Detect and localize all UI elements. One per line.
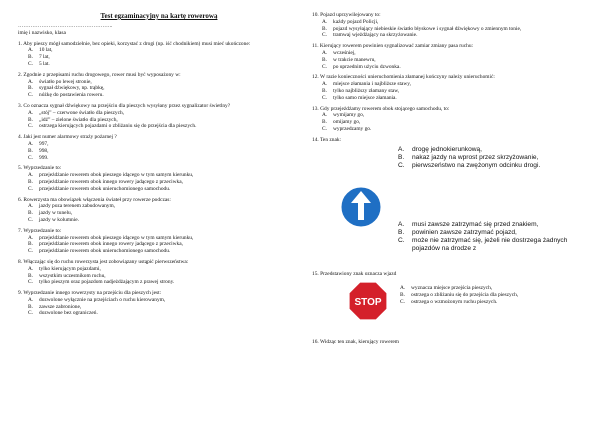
document-title: Test egzaminacyjny na kartę rowerową <box>100 12 218 20</box>
option: C. ostrzega o wzmożonym ruchu pieszych. <box>400 298 498 305</box>
option: A. wyznacza miejsce przejścia pieszych, <box>400 285 493 292</box>
question-8 <box>18 259 300 286</box>
option: A. miejsce złamania i najbliższe stawy, <box>322 81 411 88</box>
option: A. musi zawsze zatrzymać się przed znakiem, <box>398 220 539 228</box>
question-4 <box>18 134 300 161</box>
options-list <box>322 19 584 39</box>
question-14-options-bottom <box>398 221 584 254</box>
option: C. jazdy w kolumnie. <box>28 216 79 223</box>
option: A. każdy pojazd Policji, <box>322 18 379 25</box>
option: A. „stój” – czerwone światło dla pieszych, <box>28 109 125 116</box>
option: C. po uprzednim użyciu dzwonka. <box>322 63 401 70</box>
options-list <box>28 297 300 317</box>
question-13 <box>312 106 584 133</box>
question-text: 1. Aby pieszy mógł samodzielnie, bez opieki, korzystać z drogi (np. iść chodnikiem) musi mieć ukończone: <box>18 40 251 47</box>
question-16 <box>312 339 584 346</box>
option: A. drogę jednokierunkową, <box>398 145 483 153</box>
question-text: 10. Pojazd uprzywilejowany to: <box>312 12 381 18</box>
option: C. wyprzedzamy go. <box>322 125 372 132</box>
question-text: 5. Wyprzedzanie to: <box>18 165 62 172</box>
question-5 <box>18 165 300 192</box>
options-list <box>28 110 300 130</box>
options-list <box>322 81 584 101</box>
options-list <box>28 172 300 192</box>
option: C. 999. <box>28 154 49 161</box>
question-text: 13. Gdy przejeżdżamy rowerem obok stojącego samochodu, to: <box>312 105 450 112</box>
option: B. 7 lat, <box>28 54 50 61</box>
options-list <box>28 235 300 255</box>
question-text: 14. Ten znak: <box>312 136 342 143</box>
option: B. tylko najbliższy złamany staw, <box>322 87 400 94</box>
option: C. nóżkę do postawienia roweru. <box>28 92 104 99</box>
option: B. „idź” – zielone światło dla pieszych, <box>28 116 118 123</box>
options-list <box>322 50 584 70</box>
option: C. przejeżdżanie rowerem obok unieruchomionego samochodu. <box>28 185 171 192</box>
option: C. przejeżdżanie rowerem obok unieruchomionego samochodu. <box>28 248 171 255</box>
question-text: 15. Przedstawiony znak oznacza wjazd <box>312 270 397 277</box>
option: A. 997, <box>28 140 49 147</box>
options-list <box>28 203 300 223</box>
question-6 <box>18 197 300 224</box>
option: C. tramwaj wjeżdżający na skrzyżowanie. <box>322 32 418 39</box>
question-10 <box>312 12 584 39</box>
option: B. przejeżdżanie rowerem obok innego rowery jadącego z przeciwka, <box>28 241 183 248</box>
option: C. tylko pieszym oraz pojazdom nadjeżdżającym z prawej strony. <box>28 279 175 286</box>
option: B. 998, <box>28 147 49 154</box>
option: A. jazdy poza terenem zabudowanym, <box>28 203 116 210</box>
option: A. wcześniej, <box>322 49 356 56</box>
question-text: 4. Jaki jest numer alarmowy straży pożarnej ? <box>18 134 117 141</box>
options-list <box>28 47 300 67</box>
left-column <box>18 12 300 317</box>
question-15 <box>312 271 584 338</box>
question-2 <box>18 72 300 99</box>
options-list <box>28 79 300 99</box>
question-text: 3. Co oznacza sygnał dźwiękowy na przejściu dla pieszych wysyłany przez sygnalizator świetlny? <box>18 102 231 109</box>
option: B. wszystkim uczestnikom ruchu, <box>28 272 106 279</box>
options-list <box>28 266 300 286</box>
option: C. tylko samo miejsce złamania. <box>322 94 397 101</box>
option: C. 5 lat. <box>28 60 50 67</box>
option: A. wymijamy go, <box>322 112 365 119</box>
question-text: 2. Zgodnie z przepisami ruchu drogowego, rower musi być wyposażony w: <box>18 71 181 78</box>
question-14-body <box>312 144 584 269</box>
question-14 <box>312 137 584 269</box>
question-9 <box>18 290 300 317</box>
question-text: 7. Wyprzedzanie to: <box>18 227 62 234</box>
question-1 <box>18 41 300 68</box>
option: B. nakaz jazdy na wprost przez skrzyżowanie, <box>398 153 539 161</box>
options-list <box>28 141 300 161</box>
option: A. tylko kierującym pojazdami, <box>28 265 101 272</box>
name-class-label: imię i nazwisko, klasa <box>18 29 66 36</box>
question-text: 9. Wyprzedzanie innego rowerzysty na przejściu dla pieszych jest: <box>18 290 162 297</box>
options-list <box>322 112 584 132</box>
option: C. dozwolone bez ograniczeń. <box>28 310 98 317</box>
question-text: 12. W razie konieczności unieruchomienia złamanej kończyny należy unieruchomić: <box>312 74 495 81</box>
question-text: 8. Włączając się do ruchu rowerzysta jest zobowiązany ustąpić pierwszeństwa: <box>18 258 189 265</box>
option: C. pierwszeństwo na zwężonym odcinku drogi. <box>398 161 541 169</box>
question-14-options-top <box>398 146 584 171</box>
option: A. 10 lat, <box>28 47 53 54</box>
option: A. światło po lewej stronie, <box>28 78 92 85</box>
option: B. w trakcie manewru, <box>322 56 376 63</box>
option: B. omijamy go, <box>322 119 361 126</box>
right-column <box>312 8 584 346</box>
option: C. może nie zatrzymać się, jeżeli nie dostrzega żadnych pojazdów na drodze z <box>398 236 568 253</box>
option: A. przejeżdżanie rowerem obok pieszego idącego w tym samym kierunku, <box>28 172 194 179</box>
name-dots-line: …………………………………………….. <box>18 23 113 29</box>
option: B. zawsze zabronione, <box>28 303 82 310</box>
option: B. sygnał dźwiękowy, np. trąbkę, <box>28 85 105 92</box>
option: B. przejeżdżanie rowerem obok innego rowery jadącego z przeciwka, <box>28 178 183 185</box>
question-7 <box>18 228 300 255</box>
option: A. dozwolone wyłącznie na przejściach o ruchu kierowanym, <box>28 296 166 303</box>
blue-mandatory-straight-ahead-sign-icon <box>340 186 382 228</box>
stop-sign-icon <box>348 281 388 321</box>
option: B. powinien zawsze zatrzymać pojazd, <box>398 228 517 236</box>
option: B. pojazd wysyłający niebieskie światło błyskowe i sygnał dźwiękowy o zmiennym tonie, <box>322 25 522 32</box>
stop-sign-text: STOP <box>354 297 382 309</box>
question-text: 6. Rowerzysta ma obowiązek włączenia świateł przy rowerze podczas: <box>18 196 171 203</box>
option: A. przejeżdżanie rowerem obok pieszego idącego w tym samym kierunku, <box>28 234 194 241</box>
question-15-options <box>400 285 584 305</box>
question-12 <box>312 74 584 101</box>
question-15-body <box>312 277 584 337</box>
question-text: 16. Widząc ten znak, kierujący rowerem <box>312 339 399 346</box>
option: B. jazdy w tunelu, <box>28 210 73 217</box>
option: B. ostrzega o zbliżaniu się do przejścia dla pieszych, <box>400 292 519 299</box>
option: C. ostrzega kierujących pojazdami o zbliżaniu się do przejścia dla pieszych. <box>28 123 197 130</box>
question-11 <box>312 43 584 70</box>
question-text: 11. Kierujący rowerem powinien sygnalizować zamiar zmiany pasa ruchu: <box>312 43 474 50</box>
question-3 <box>18 103 300 130</box>
